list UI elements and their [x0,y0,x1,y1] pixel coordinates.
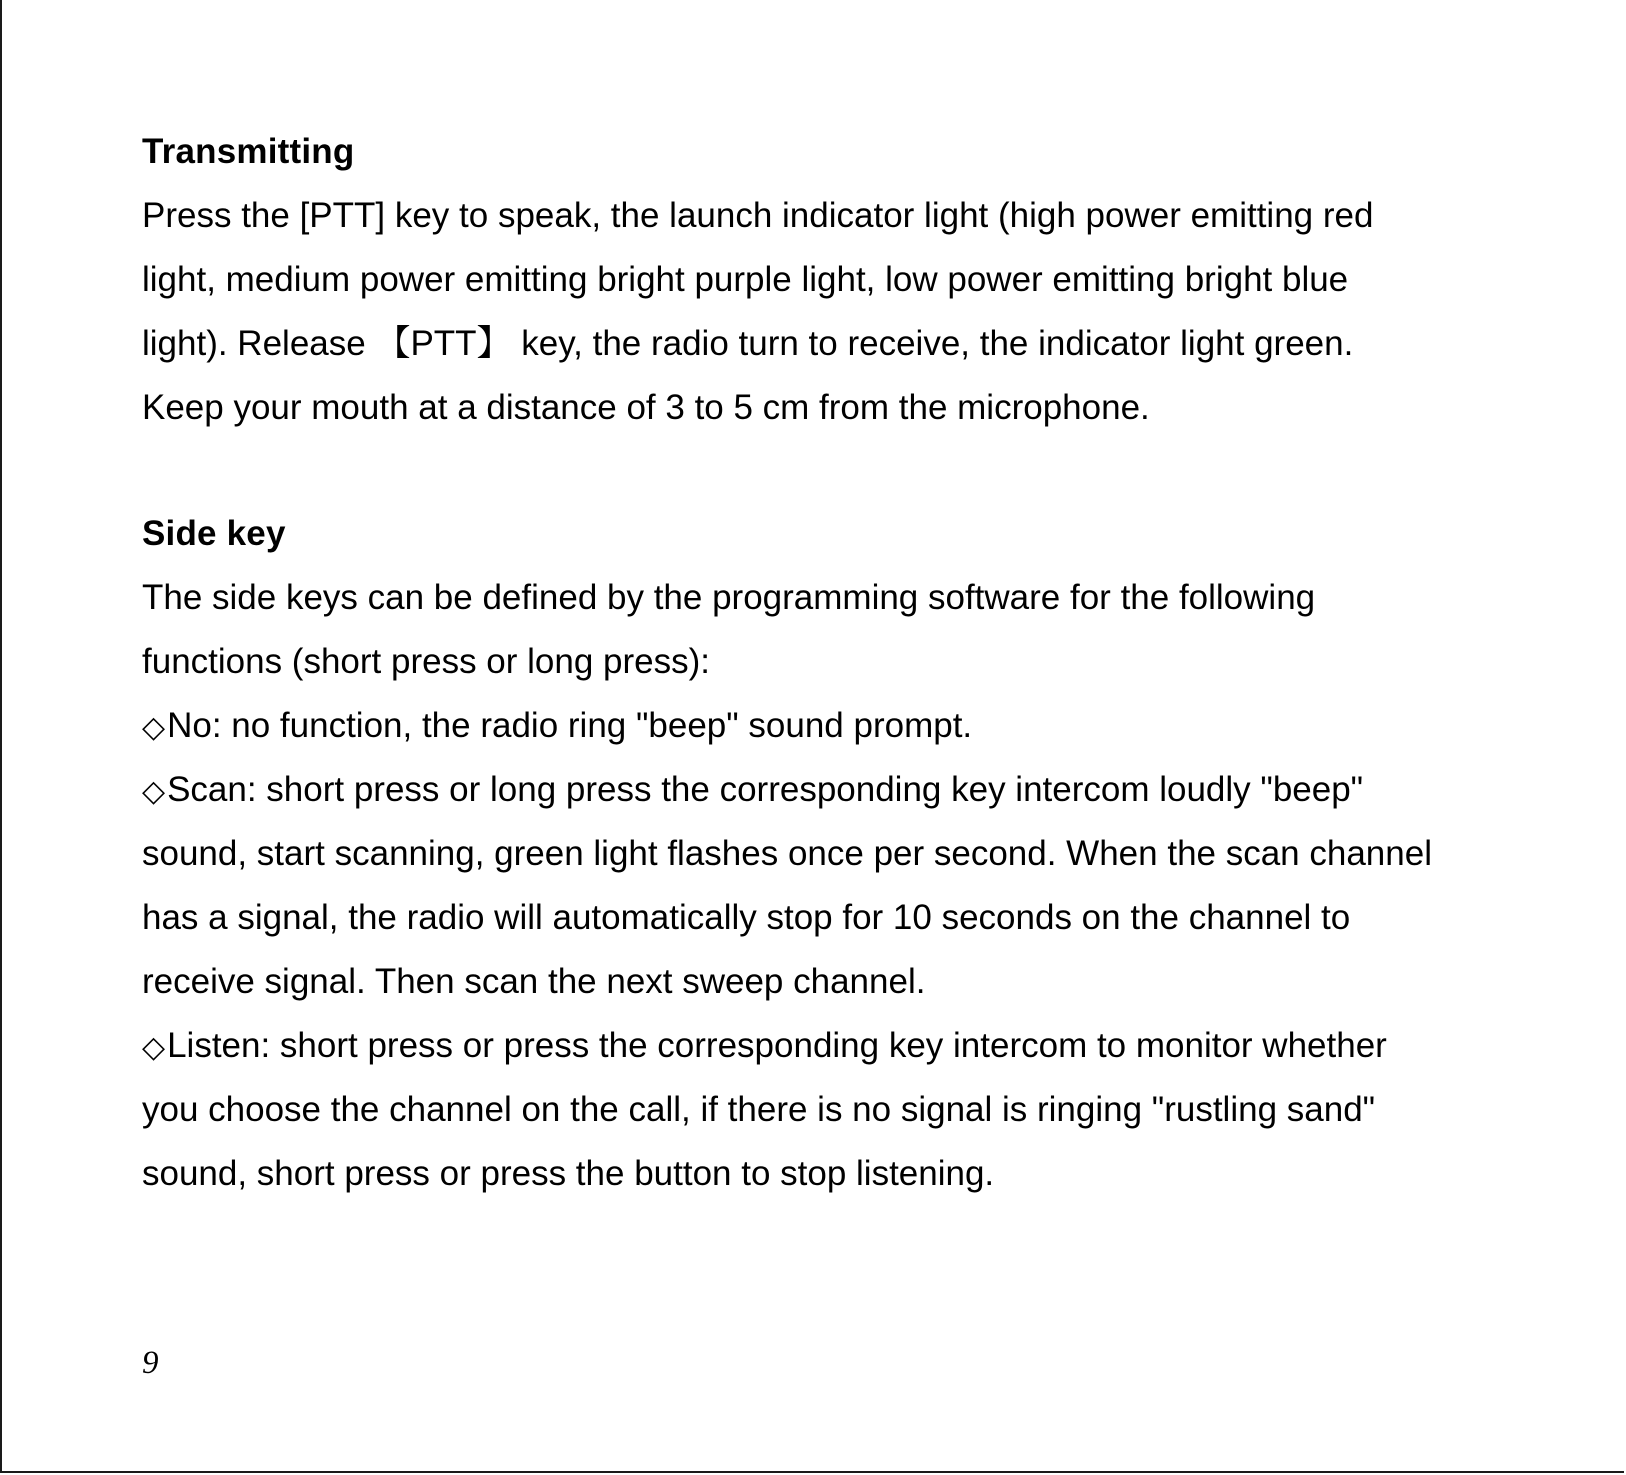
section-heading-transmitting: Transmitting [142,132,355,171]
diamond-bullet-icon: ◇ [142,775,166,808]
page-number: 9 [142,1345,159,1381]
bullet-continuation-line: sound, start scanning, green light flashes once per second. When the scan channel [142,834,1432,873]
bullet-continuation-line: receive signal. Then scan the next sweep channel. [142,962,926,1001]
bullet-text: Listen: short press or press the corresponding key intercom to monitor whether [167,1026,1387,1065]
paragraph-line: The side keys can be defined by the programming software for the following [142,578,1316,617]
paragraph-line: light). Release 【PTT】 key, the radio turn to receive, the indicator light green. [142,324,1354,363]
page-content [142,120,1562,1206]
paragraph-line: Keep your mouth at a distance of 3 to 5 cm from the microphone. [142,388,1150,427]
bullet-text: No: no function, the radio ring "beep" sound prompt. [167,706,973,745]
bullet-continuation-line: you choose the channel on the call, if there is no signal is ringing "rustling sand" [142,1090,1376,1129]
bullet-text: Scan: short press or long press the corresponding key intercom loudly "beep" [167,770,1364,809]
diamond-bullet-icon: ◇ [142,711,166,744]
bullet-item-listen [142,1014,1562,1078]
paragraph-line: functions (short press or long press): [142,642,711,681]
bullet-item-scan [142,758,1562,822]
diamond-bullet-icon: ◇ [142,1031,166,1064]
bullet-continuation-line: has a signal, the radio will automatically stop for 10 seconds on the channel to [142,898,1351,937]
bullet-continuation-line: sound, short press or press the button to stop listening. [142,1154,995,1193]
section-spacer [142,440,1562,502]
bullet-item-no [142,694,1562,758]
paragraph-line: Press the [PTT] key to speak, the launch indicator light (high power emitting red [142,196,1374,235]
paragraph-line: light, medium power emitting bright purple light, low power emitting bright blue [142,260,1349,299]
section-heading-side-key: Side key [142,514,286,553]
